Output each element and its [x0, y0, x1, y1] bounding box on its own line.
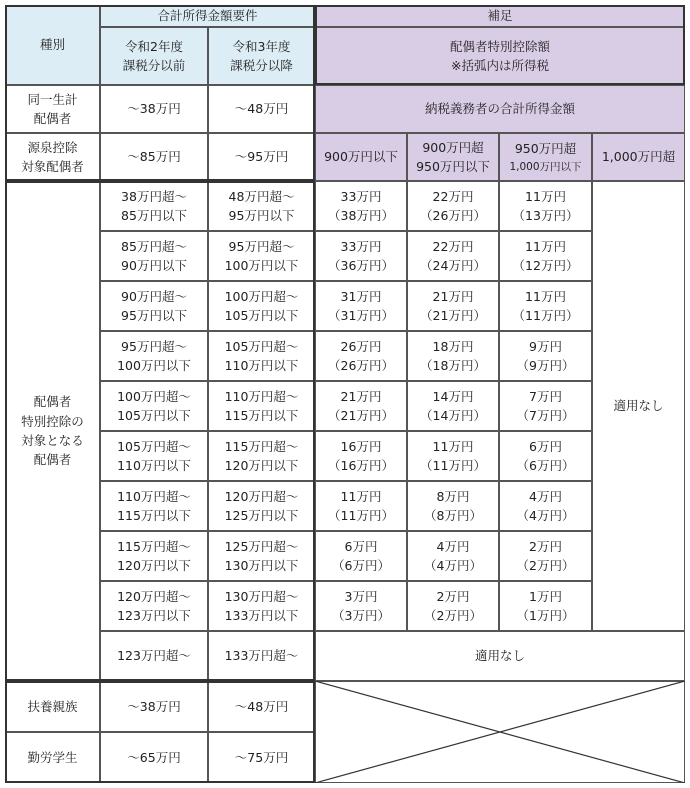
- special-row-8-c1: [315, 531, 407, 581]
- cell-text: 100万円以下: [224, 258, 299, 273]
- cell-text: 6万円: [529, 438, 562, 454]
- cell-text: 1万円: [529, 588, 562, 604]
- cell-text: 4万円: [529, 488, 562, 504]
- header-income-requirement: 合計所得金額要件: [100, 5, 315, 27]
- cell-text: （3万円）: [332, 608, 390, 623]
- col4-not-applicable: 適用なし: [592, 181, 685, 631]
- cell-text: （14万円）: [420, 408, 486, 423]
- cell-text: （1万円）: [516, 608, 575, 623]
- header-taxpayer-income: 納税義務者の合計所得金額: [315, 85, 685, 133]
- cell-text: （13万円）: [512, 208, 579, 223]
- cell-text: 4万円: [436, 538, 470, 554]
- cell-text: 38万円超～: [121, 188, 187, 204]
- cell-text: 100万円超～: [117, 388, 191, 404]
- special-row-4-c2: [407, 331, 499, 381]
- special-row-1-c2: [407, 181, 499, 231]
- cell-text: 7万円: [529, 388, 562, 404]
- over-not-applicable: 適用なし: [315, 631, 685, 681]
- cell-text: 110万円以下: [224, 358, 299, 373]
- cell-text: 115万円超～: [117, 538, 191, 554]
- special-row-4-r3: [208, 331, 315, 381]
- cell-text: （9万円）: [516, 358, 575, 373]
- cell-text: （36万円）: [328, 258, 394, 273]
- cell-text: 6万円: [344, 538, 378, 554]
- cell-text: 95万円以下: [121, 308, 187, 323]
- fuyo-r3: ～48万円: [208, 681, 315, 732]
- cell-text: （26万円）: [420, 208, 486, 223]
- special-row-2-c2: [407, 231, 499, 281]
- cell-text: 115万円以下: [117, 508, 191, 523]
- special-row-5-r2: [100, 381, 208, 431]
- special-row-6-c2: [407, 431, 499, 481]
- cell-text: 125万円超～: [224, 538, 299, 554]
- cell-text: 22万円: [432, 238, 474, 254]
- header-col4: 1,000万円超: [592, 133, 685, 181]
- special-row-3-r3: [208, 281, 315, 331]
- special-row-8-r3: [208, 531, 315, 581]
- special-row-4-c3: [499, 331, 592, 381]
- kinro-r3: ～75万円: [208, 732, 315, 783]
- row-label-fuyo: 扶養親族: [5, 681, 100, 732]
- cell-text: （38万円）: [328, 208, 394, 223]
- special-row-2-c1: [315, 231, 407, 281]
- cell-text: （11万円）: [512, 308, 579, 323]
- cell-text: 120万円超～: [117, 588, 191, 604]
- header-special-amount: 配偶者特別控除額 ※括弧内は所得税: [315, 27, 685, 85]
- special-row-5-r3: [208, 381, 315, 431]
- cell-text: 105万円超～: [117, 438, 191, 454]
- special-row-6-r2: [100, 431, 208, 481]
- special-row-3-r2: [100, 281, 208, 331]
- special-row-9-c2: [407, 581, 499, 631]
- special-row-4-r2: [100, 331, 208, 381]
- cell-text: 11万円: [340, 488, 382, 504]
- header-col3: 950万円超 1,000万円以下: [499, 133, 592, 181]
- cell-text: （21万円）: [328, 408, 394, 423]
- cell-text: （8万円）: [424, 508, 482, 523]
- over-r2: 123万円超～: [100, 631, 208, 681]
- cell-text: （11万円）: [420, 458, 486, 473]
- row-label-gensen: 源泉控除 対象配偶者: [5, 133, 100, 181]
- cell-text: （2万円）: [516, 558, 575, 573]
- cell-text: 95万円以下: [228, 208, 295, 223]
- special-row-8-r2: [100, 531, 208, 581]
- special-row-9-c3: [499, 581, 592, 631]
- special-row-5-c2: [407, 381, 499, 431]
- special-row-3-c1: [315, 281, 407, 331]
- special-row-2-c3: [499, 231, 592, 281]
- header-r2: 令和2年度 課税分以前: [100, 27, 208, 85]
- cross-lines: [315, 681, 685, 783]
- cell-text: 115万円以下: [224, 408, 299, 423]
- cell-text: （31万円）: [328, 308, 394, 323]
- special-row-5-c3: [499, 381, 592, 431]
- special-row-6-c3: [499, 431, 592, 481]
- cell-text: （26万円）: [328, 358, 394, 373]
- cell-text: 100万円超～: [224, 288, 299, 304]
- special-row-7-c3: [499, 481, 592, 531]
- cell-text: 48万円超～: [228, 188, 295, 204]
- header-col1: 900万円以下: [315, 133, 407, 181]
- cell-text: 100万円以下: [117, 358, 191, 373]
- cell-text: 130万円超～: [224, 588, 299, 604]
- cell-text: 95万円超～: [228, 238, 295, 254]
- cell-text: 115万円超～: [224, 438, 299, 454]
- same-spouse-r2: ～38万円: [100, 85, 208, 133]
- cell-text: 133万円以下: [224, 608, 299, 623]
- cell-text: 125万円以下: [224, 508, 299, 523]
- special-row-5-c1: [315, 381, 407, 431]
- special-row-7-r3: [208, 481, 315, 531]
- special-row-8-c2: [407, 531, 499, 581]
- over-r3: 133万円超～: [208, 631, 315, 681]
- cell-text: 85万円超～: [121, 238, 187, 254]
- special-row-7-r2: [100, 481, 208, 531]
- cell-text: 9万円: [529, 338, 562, 354]
- cell-text: （24万円）: [420, 258, 486, 273]
- cell-text: 18万円: [432, 338, 474, 354]
- cell-text: 31万円: [340, 288, 382, 304]
- cell-text: 22万円: [432, 188, 474, 204]
- kinro-r2: ～65万円: [100, 732, 208, 783]
- special-row-6-c1: [315, 431, 407, 481]
- special-row-9-r3: [208, 581, 315, 631]
- cell-text: 11万円: [525, 288, 566, 304]
- cell-text: 120万円超～: [224, 488, 299, 504]
- cell-text: 105万円以下: [117, 408, 191, 423]
- cell-text: 2万円: [529, 538, 562, 554]
- special-row-1-r3: [208, 181, 315, 231]
- cell-text: （7万円）: [516, 408, 575, 423]
- special-row-8-c3: [499, 531, 592, 581]
- same-spouse-r3: ～48万円: [208, 85, 315, 133]
- cell-text: （4万円）: [424, 558, 482, 573]
- special-row-6-r3: [208, 431, 315, 481]
- header-shubetsu: 種別: [5, 5, 100, 85]
- special-row-3-c3: [499, 281, 592, 331]
- cell-text: 105万円超～: [224, 338, 299, 354]
- special-row-1-r2: [100, 181, 208, 231]
- cell-text: （18万円）: [420, 358, 486, 373]
- cell-text: 16万円: [340, 438, 382, 454]
- header-col2: 900万円超 950万円以下: [407, 133, 499, 181]
- cell-text: （2万円）: [424, 608, 482, 623]
- cell-text: 11万円: [525, 238, 566, 254]
- cell-text: 21万円: [340, 388, 382, 404]
- special-row-2-r3: [208, 231, 315, 281]
- cell-text: 14万円: [432, 388, 474, 404]
- gensen-r2: ～85万円: [100, 133, 208, 181]
- special-row-4-c1: [315, 331, 407, 381]
- cell-text: （16万円）: [328, 458, 394, 473]
- special-row-2-r2: [100, 231, 208, 281]
- cell-text: 95万円超～: [121, 338, 187, 354]
- cell-text: （6万円）: [516, 458, 575, 473]
- cell-text: 2万円: [436, 588, 470, 604]
- cell-text: 90万円超～: [121, 288, 187, 304]
- cell-text: （21万円）: [420, 308, 486, 323]
- row-label-same-spouse: 同一生計 配偶者: [5, 85, 100, 133]
- cell-text: （4万円）: [516, 508, 575, 523]
- cell-text: 85万円以下: [121, 208, 187, 223]
- cell-text: 90万円以下: [121, 258, 187, 273]
- cell-text: 105万円以下: [224, 308, 299, 323]
- cell-text: 110万円超～: [117, 488, 191, 504]
- cell-text: （12万円）: [512, 258, 579, 273]
- special-row-1-c1: [315, 181, 407, 231]
- cell-text: 8万円: [436, 488, 470, 504]
- cell-text: 21万円: [432, 288, 474, 304]
- special-row-7-c1: [315, 481, 407, 531]
- special-row-3-c2: [407, 281, 499, 331]
- row-label-kinro: 勤労学生: [5, 732, 100, 783]
- cell-text: 33万円: [340, 238, 382, 254]
- cell-text: 11万円: [525, 188, 566, 204]
- cell-text: 3万円: [344, 588, 378, 604]
- header-r3: 令和3年度 課税分以降: [208, 27, 315, 85]
- cell-text: 130万円以下: [224, 558, 299, 573]
- cell-text: 11万円: [432, 438, 474, 454]
- special-row-1-c3: [499, 181, 592, 231]
- special-row-9-c1: [315, 581, 407, 631]
- cell-text: （11万円）: [328, 508, 394, 523]
- gensen-r3: ～95万円: [208, 133, 315, 181]
- cell-text: 26万円: [340, 338, 382, 354]
- cell-text: 110万円以下: [117, 458, 191, 473]
- header-hosoku: 補足: [315, 5, 685, 27]
- cell-text: 110万円超～: [224, 388, 299, 404]
- special-row-9-r2: [100, 581, 208, 631]
- spousal-deduction-table: [5, 5, 685, 783]
- crossed-box: [315, 681, 685, 783]
- cell-text: 120万円以下: [117, 558, 191, 573]
- fuyo-r2: ～38万円: [100, 681, 208, 732]
- cell-text: 120万円以下: [224, 458, 299, 473]
- special-row-7-c2: [407, 481, 499, 531]
- cell-text: 33万円: [340, 188, 382, 204]
- row-label-special: 配偶者 特別控除の 対象となる 配偶者: [5, 181, 100, 681]
- cell-text: （6万円）: [332, 558, 390, 573]
- cell-text: 123万円以下: [117, 608, 191, 623]
